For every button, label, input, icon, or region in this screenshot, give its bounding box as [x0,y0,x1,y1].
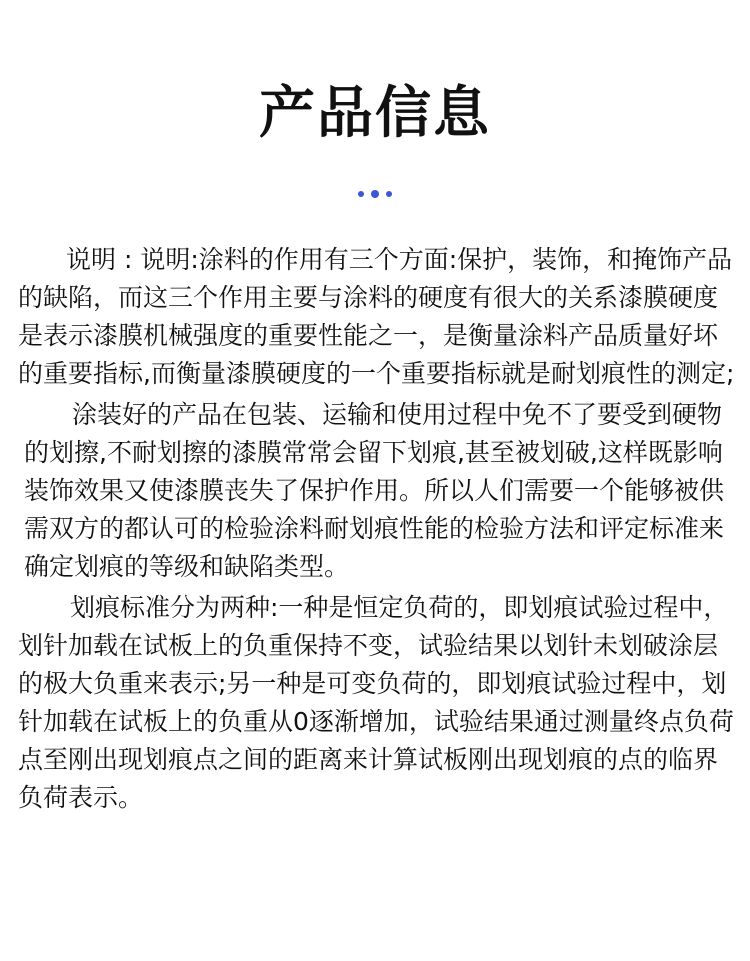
paragraph-scratch-problem: 涂装好的产品在包装、运输和使用过程中免不了要受到硬物的划擦,不耐划擦的漆膜常常会留下划痕,甚至被划破,这样既影响装饰效果又使漆膜丧失了保护作用。所以人们需要一个能够被供需双方的都认可的检验涂料耐划痕性能的检验方法和评定标准来确定划痕的等级和缺陷类型。 [24,400,725,581]
title-divider-dots [0,190,750,198]
divider-dot-right [386,191,392,197]
divider-dot-left [358,191,364,197]
page-title: 产品信息 [259,81,491,146]
divider-dot-center [371,190,379,198]
paragraph-scratch-standards: 划痕标准分为两种:一种是恒定负荷的，即划痕试验过程中，划针加载在试板上的负重保持不变，试验结果以划针未划破涂层的极大负重来表示;另一种是可变负荷的，即划痕试验过程中，划针加载在试板上的负重从0逐渐增加，试验结果通过测量终点负荷点至刚出现划痕点之间的距离来计算试板刚出现划痕的点的临界负荷表示。 [18,593,734,812]
product-description [18,241,736,817]
paragraph-coating-purpose: 说明 : 说明:涂料的作用有三个方面:保护，装饰，和掩饰产品的缺陷，而这三个作用主要与涂料的硬度有很大的关系漆膜硬度是表示漆膜机械强度的重要性能之一，是衡量涂料产品质量好坏的重要指标,而衡量漆膜硬度的一个重要指标就是耐划痕性的测定; [18,245,735,388]
